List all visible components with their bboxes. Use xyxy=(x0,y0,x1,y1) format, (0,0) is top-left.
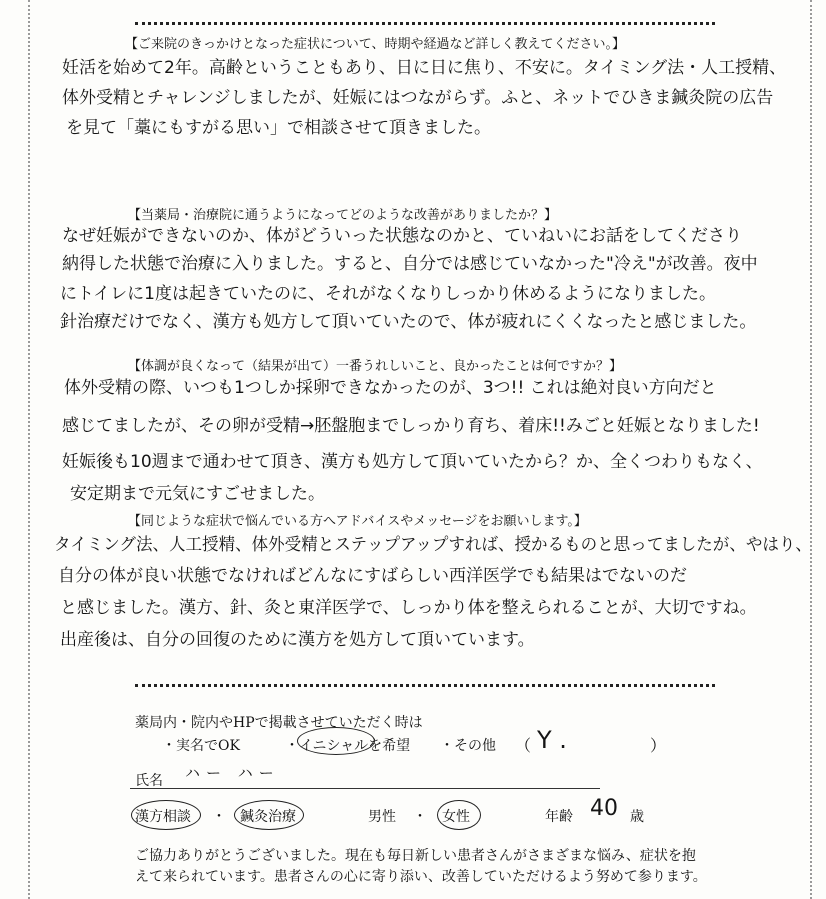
name-label: 氏名 xyxy=(135,773,163,789)
section-3-line-4: 安定期まで元気にすごせました。 xyxy=(70,484,325,504)
dotted-separator-bottom xyxy=(135,684,715,687)
kampo-choice-circle xyxy=(131,800,201,830)
section-1-line-1: 妊活を始めて2年。高齢ということもあり、日に日に焦り、不安に。タイミング法・人工授精、 xyxy=(62,58,787,78)
section-3-line-3: 妊娠後も10週まで通わせて頂き、漢方も処方して頂いていたから？か、全くつわりもなく、 xyxy=(62,452,763,472)
option-initial: ・イニシャルを希望 xyxy=(285,738,411,754)
section-4-line-4: 出産後は、自分の回復のために漢方を処方して頂いています。 xyxy=(60,630,535,650)
age-unit: 歳 xyxy=(630,809,644,825)
gender-separator: ・ xyxy=(413,809,427,825)
name-value: ハー ハー xyxy=(185,764,280,782)
permission-title: 薬局内・院内やHPで掲載させていただく時は xyxy=(135,715,423,731)
section-1-line-3: を見て「藁にもすがる思い」で相談させて頂きました。 xyxy=(66,118,491,138)
section-4-line-3: と感じました。漢方、針、灸と東洋医学で、しっかり体を整えられることが、大切ですね。 xyxy=(60,598,757,618)
section-3-line-2: 感じてましたが、その卵が受精→胚盤胞までしっかり育ち、着床!!みごと妊娠となりました! xyxy=(62,416,760,436)
option-real-name: ・実名でOK xyxy=(162,738,240,754)
age-label: 年齢 xyxy=(545,809,573,825)
other-open-paren: （ xyxy=(515,736,532,755)
treatment-kampo: 漢方相談 xyxy=(135,809,191,825)
option-other: ・その他 xyxy=(440,738,496,754)
age-value: 40 xyxy=(590,796,618,821)
footer-line-1: ご協力ありがとうございました。現在も毎日新しい患者さんがさまざまな悩み、症状を抱 xyxy=(135,848,696,864)
female-choice-circle xyxy=(437,800,481,830)
left-scan-edge xyxy=(28,0,30,899)
section-2-heading: 【当薬局・治療院に通うようになってどのような改善がありましたか？】 xyxy=(128,208,558,223)
footer-line-2: えて来られています。患者さんの心に寄り添い、改善していただけるよう努めて参ります。 xyxy=(135,869,707,885)
section-2-line-2: 納得した状態で治療に入りました。すると、自分では感じていなかった"冷え"が改善。夜中 xyxy=(62,254,758,274)
initial-choice-circle xyxy=(297,727,375,755)
other-value: Y . xyxy=(537,726,567,754)
section-1-heading: 【ご来院のきっかけとなった症状について、時期や経過など詳しく教えてください。】 xyxy=(125,37,625,52)
section-4-line-2: 自分の体が良い状態でなければどんなにすばらしい西洋医学でも結果はでないのだ xyxy=(58,566,687,586)
section-2-line-1: なぜ妊娠ができないのか、体がどういった状態なのかと、ていねいにお話をしてくださり xyxy=(62,226,742,246)
name-underline xyxy=(130,788,600,789)
other-close-paren: ） xyxy=(650,736,667,755)
gender-female: 女性 xyxy=(442,809,470,825)
section-2-line-3: にトイレに1度は起きていたのに、それがなくなりしっかり休めるようになりました。 xyxy=(60,284,716,304)
section-3-line-1: 体外受精の際、いつも1つしか採卵できなかったのが、3つ!! これは絶対良い方向だと xyxy=(64,378,717,398)
section-4-heading: 【同じような症状で悩んでいる方へアドバイスやメッセージをお願いします。】 xyxy=(128,514,587,529)
right-scan-edge xyxy=(810,0,812,899)
section-3-heading: 【体調が良くなって（結果が出て）一番うれしいこと、良かったことは何ですか？】 xyxy=(128,359,623,374)
section-1-line-2: 体外受精とチャレンジしましたが、妊娠にはつながらず。ふと、ネットでひきま鍼灸院の広告 xyxy=(62,88,774,108)
section-2-line-4: 針治療だけでなく、漢方も処方して頂いていたので、体が疲れにくくなったと感じました。 xyxy=(60,312,757,332)
acupuncture-choice-circle xyxy=(234,800,304,830)
treatment-separator: ・ xyxy=(212,809,226,825)
dotted-separator-top xyxy=(135,22,715,25)
treatment-acupuncture: 鍼灸治療 xyxy=(240,809,296,825)
section-4-line-1: タイミング法、人工授精、体外受精とステップアップすれば、授かるものと思ってましたが、やはり、 xyxy=(54,535,812,555)
gender-male: 男性 xyxy=(368,809,396,825)
